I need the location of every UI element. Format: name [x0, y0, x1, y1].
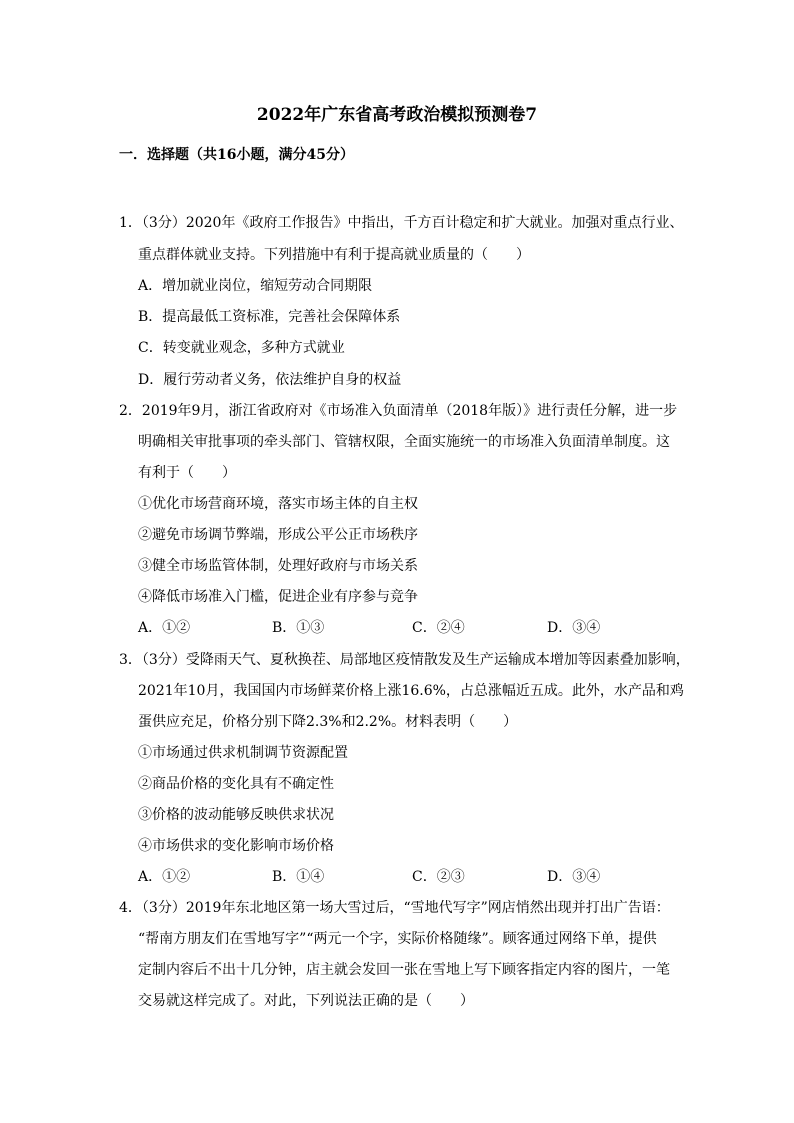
question-1-line-2: 重点群体就业支持。下列措施中有利于提高就业质量的（ ） [138, 247, 530, 263]
question-2-item-2: ②避免市场调节弊端，形成公平公正市场秩序 [138, 527, 418, 543]
question-3-line-3: 蛋供应充足，价格分别下降2.3%和2.2%。材料表明（ ） [138, 714, 518, 730]
question-4-line-2: “帮南方朋友们在雪地写字”“两元一个字，实际价格随缘”。顾客通过网络下单，提供 [138, 931, 657, 947]
page-title: 2022年广东省高考政治模拟预测卷7 [256, 105, 538, 125]
question-1-option-a: A．增加就业岗位，缩短劳动合同期限 [138, 278, 373, 294]
section-heading: 一．选择题（共16小题，满分45分） [119, 147, 354, 163]
question-4-line-3: 定制内容后不出十几分钟，店主就会发回一张在雪地上写下顾客指定内容的图片，一笔 [138, 962, 670, 978]
question-3-line-2: 2021年10月，我国国内市场鲜菜价格上涨16.6%，占总涨幅近五成。此外，水产品和鸡 [138, 683, 684, 699]
question-2-line-3: 有利于（ ） [138, 465, 236, 481]
question-2-choice-c: C．②④ [412, 620, 465, 636]
question-2-choice-b: B．①③ [272, 620, 325, 636]
question-2-line-2: 明确相关审批事项的牵头部门、管辖权限，全面实施统一的市场准入负面清单制度。这 [138, 434, 670, 450]
question-3-item-4: ④市场供求的变化影响市场价格 [138, 838, 334, 854]
question-2-item-3: ③健全市场监管体制，处理好政府与市场关系 [138, 558, 418, 574]
question-3-item-2: ②商品价格的变化具有不确定性 [138, 776, 334, 792]
question-1-option-c: C．转变就业观念，多种方式就业 [138, 340, 345, 356]
question-1-option-b: B．提高最低工资标准，完善社会保障体系 [138, 309, 401, 325]
question-4-line-1: 4．（3分）2019年东北地区第一场大雪过后，“雪地代写字”网店悄然出现并打出广告语： [119, 900, 670, 916]
question-3-line-1: 3．（3分）受降雨天气、夏秋换茬、局部地区疫情散发及生产运输成本增加等因素叠加影响， [119, 652, 690, 668]
question-3-item-1: ①市场通过供求机制调节资源配置 [138, 745, 348, 761]
question-3-choice-a: A．①② [138, 869, 191, 885]
question-2-choice-a: A．①② [138, 620, 191, 636]
question-1-option-d: D．履行劳动者义务，依法维护自身的权益 [138, 372, 402, 388]
question-2-item-1: ①优化市场营商环境，落实市场主体的自主权 [138, 496, 418, 512]
question-3-item-3: ③价格的波动能够反映供求状况 [138, 807, 334, 823]
question-2-choice-d: D．③④ [547, 620, 601, 636]
question-2-item-4: ④降低市场准入门槛，促进企业有序参与竞争 [138, 589, 418, 605]
question-3-choice-d: D．③④ [547, 869, 601, 885]
question-2-line-1: 2．2019年9月，浙江省政府对《市场准入负面清单（2018年版）》进行责任分解，进一步 [119, 403, 678, 419]
question-4-line-4: 交易就这样完成了。对此，下列说法正确的是（ ） [138, 993, 474, 1009]
question-3-choice-c: C．②③ [412, 869, 465, 885]
question-3-choice-b: B．①④ [272, 869, 325, 885]
question-1-line-1: 1．（3分）2020年《政府工作报告》中指出，千方百计稳定和扩大就业。加强对重点行业、 [119, 215, 684, 231]
